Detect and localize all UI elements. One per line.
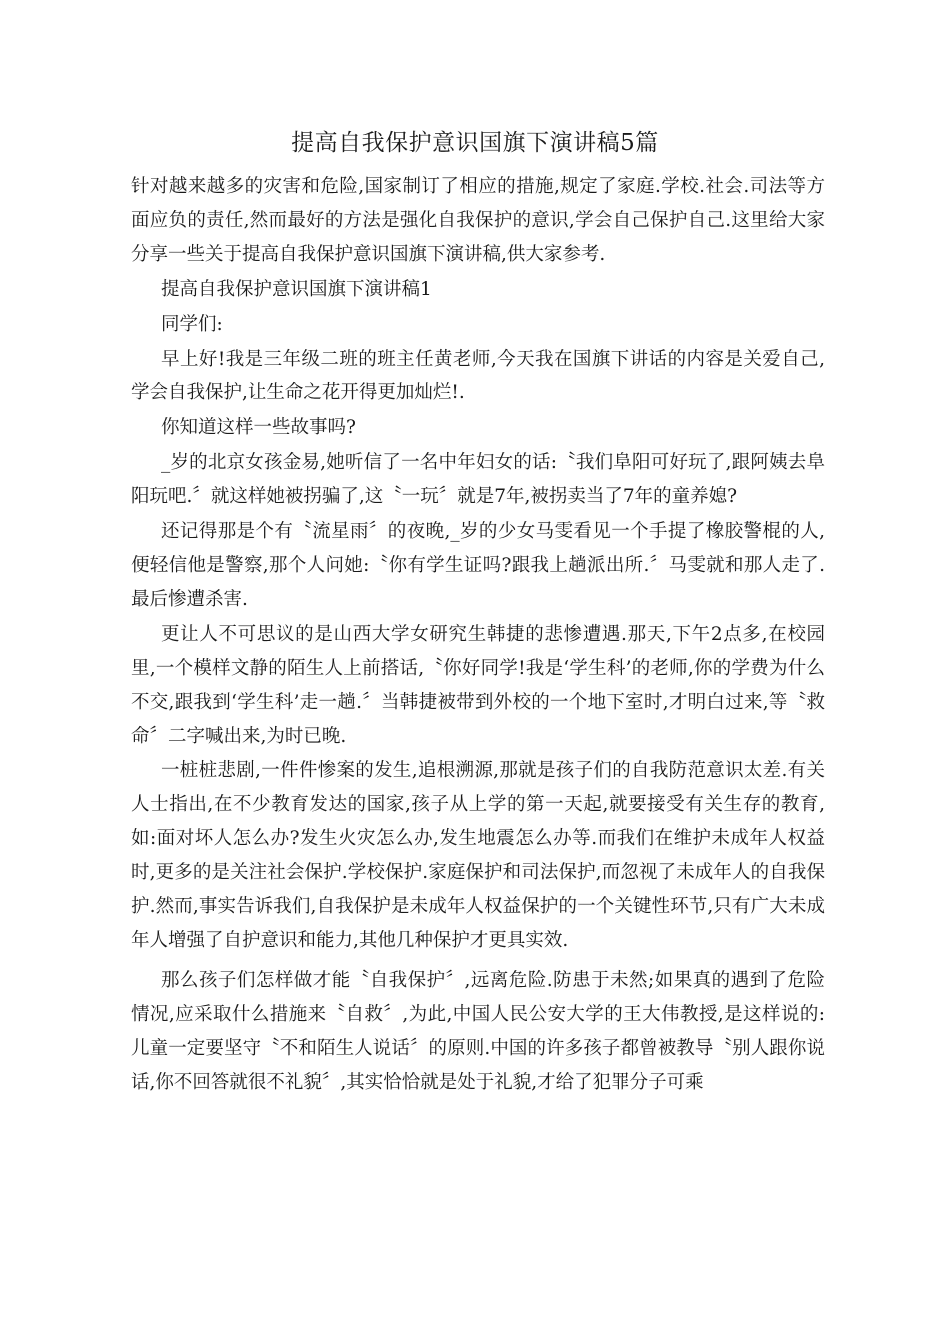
section-heading: 提高自我保护意识国旗下演讲稿1	[161, 278, 432, 300]
body-paragraph: 一桩桩悲剧,一件件惨案的发生,追根溯源,那就是孩子们的自我防范意识太差.有关人士指出,在不少教育发达的国家,孩子从上学的第一天起,就要接受有关生存的教育,如:面对坏人怎么办?发生火灾怎么办,发生地震怎么办等.而我们在维护未成年人权益时,更多的是关注社会保护.学校保护.家庭保护和司法保护,而忽视了未成年人的自我保护.然而,事实告诉我们,自我保护是未成年人权益保护的一个关键性环节,只有广大未成年人增强了自护意识和能力,其他几种保护才更具实效.	[131, 760, 825, 951]
document-body	[131, 170, 825, 1100]
body-paragraph: 那么孩子们怎样做才能〝自我保护〞,远离危险.防患于未然;如果真的遇到了危险情况,应采取什么措施来〝自救〞,为此,中国人民公安大学的王大伟教授,是这样说的:儿童一定要坚守〝不和陌生人说话〞的原则.中国的许多孩子都曾被教导〝别人跟你说话,你不回答就很不礼貌〞,其实恰恰就是处于礼貌,才给了犯罪分子可乘	[131, 969, 825, 1093]
salutation: 同学们:	[161, 313, 223, 335]
body-paragraph: 你知道这样一些故事吗?	[161, 417, 356, 439]
body-paragraph: 更让人不可思议的是山西大学女研究生韩捷的悲惨遭遇.那天,下午2点多,在校园里,一个模样文静的陌生人上前搭话,〝你好同学!我是‘学生科’的老师,你的学费为什么不交,跟我到‘学生科’走一趟.〞当韩捷被带到外校的一个地下室时,才明白过来,等〝救命〞二字喊出来,为时已晚.	[131, 623, 825, 747]
body-paragraph: 早上好!我是三年级二班的班主任黄老师,今天我在国旗下讲话的内容是关爱自己,学会自我保护,让生命之花开得更加灿烂!.	[131, 348, 825, 404]
body-paragraph: _岁的北京女孩金易,她听信了一名中年妇女的话:〝我们阜阳可好玩了,跟阿姨去阜阳玩吧.〞就这样她被拐骗了,这〝一玩〞就是7年,被拐卖当了7年的童养媳?	[131, 452, 825, 508]
intro-paragraph: 针对越来越多的灾害和危险,国家制订了相应的措施,规定了家庭.学校.社会.司法等方面应负的责任,然而最好的方法是强化自我保护的意识,学会自己保护自己.这里给大家分享一些关于提高自我保护意识国旗下演讲稿,供大家参考.	[131, 176, 826, 265]
body-paragraph: 还记得那是个有〝流星雨〞的夜晚,_岁的少女马雯看见一个手提了橡胶警棍的人,便轻信他是警察,那个人问她:〝你有学生证吗?跟我上趟派出所.〞马雯就和那人走了.最后惨遭杀害.	[131, 521, 825, 610]
document-title: 提高自我保护意识国旗下演讲稿5篇	[291, 130, 659, 156]
